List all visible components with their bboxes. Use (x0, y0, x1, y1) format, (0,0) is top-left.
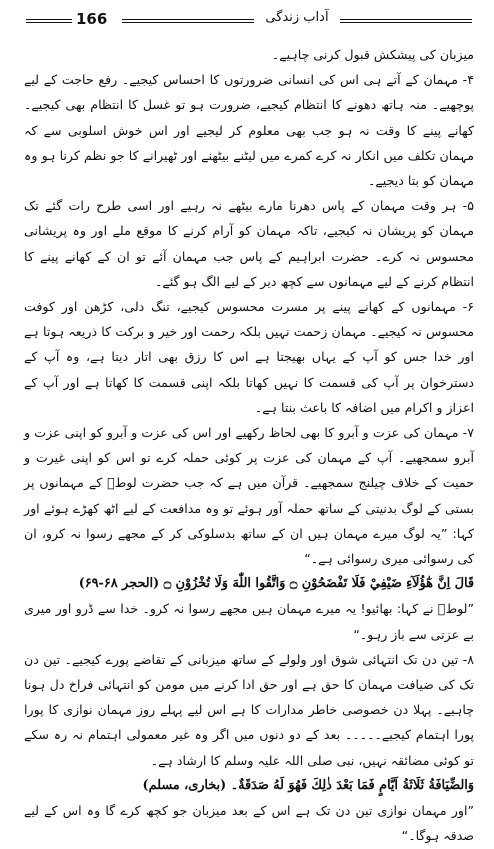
page-header (26, 10, 472, 34)
page-number: 166 (76, 10, 108, 28)
paragraph-continuation: میزبان کی پیشکش قبول کرنی چاہیے۔ (271, 47, 474, 62)
paragraph-6: ۶- مہمانوں کے کھانے پینے پر مسرت محسوس کیجیے، تنگ دلی، کڑھن اور کوفت محسوس نہ کیجیے۔ مہمان زحمت نہیں بلکہ رحمت اور خیر و برکت کا ذریعہ ہوتا ہے اور خدا جس کو آپ کے یہاں بھیجتا ہے اس کا رزق بھی اتار دیتا ہے، وہ آپ کے دسترخوان پر آپ کی قسمت کا نہیں کھاتا بلکہ اپنی قسمت کا کھاتا ہے اور آپ کے اعزاز و اکرام میں اضافہ کا باعث بنتا ہے۔ (24, 299, 474, 415)
header-rule-middle-double (122, 22, 254, 23)
paragraph-8: ۸- تین دن تک انتہائی شوق اور ولولے کے ساتھ میزبانی کے تقاضے پورے کیجیے۔ تین دن تک کی ضیافت مہمان کا حق ہے اور حق ادا کرنے میں مومن کو انتہائی فراخ دل ہونا چاہیے۔ پہلا دن خصوصی خاطر مدارات کا ہے اس لیے پہلے روز مہمان نوازی کا پورا پورا اہتمام کیجیے۔۔۔۔۔ بعد کے دو دنوں میں اگر وہ غیر معمولی اہتمام نہ رہ سکے تو کوئی مضائقہ نہیں، نبی صلی اللہ علیہ وسلم کا ارشاد ہے۔ (24, 651, 474, 768)
header-rule-right-double (340, 22, 472, 23)
hadith-translation: ”اور مہمان نوازی تین دن تک ہے اس کے بعد میزبان جو کچھ کرے گا وہ اس کے لیے صدقہ ہوگا۔“ (24, 803, 474, 844)
paragraph-4: ۴- مہمان کے آتے ہی اس کی انسانی ضرورتوں کا احساس کیجیے۔ رفع حاجت کے لیے پوچھیے۔ منہ ہاتھ دھونے کا انتظام کیجیے، ضرورت ہو تو غسل کا انتظام بھی کیجیے۔ کھانے پینے کا وقت نہ ہو جب بھی معلوم کر لیجیے اور اس خوش اسلوبی سے کہ مہمان تکلف میں انکار نہ کرے کمرے میں لیٹنے بیٹھنے اور ٹھیرانے کا جو نظم کرنا ہو وہ مہمان کو بتا دیجیے۔ (24, 72, 474, 189)
header-rule-left (26, 19, 72, 20)
arabic-quote-quran: قَالَ اِنَّ هٰٓؤُلَآءِ ضَيْفِيْ فَلَا تَفْضَحُوْنِ ۝ وَاتَّقُوا اللّٰهَ وَلَا تُخْزُوْنِ ۝ (الحجر ۶۸-۶۹) (78, 576, 474, 592)
header-rule-right (340, 19, 472, 20)
header-rule-middle (122, 19, 254, 20)
running-title: آداب زندگی (265, 10, 329, 25)
paragraph-5: ۵- ہر وقت مہمان کے پاس دھرنا مارے بیٹھے نہ رہیے اور اسی طرح رات گئے تک مہمان کو پریشان نہ کیجیے، تاکہ مہمان کو آرام کرنے کا موقع ملے اور وہ پریشانی محسوس نہ کرے۔ حضرت ابراہیم کے پاس جب مہمان آئے تو ان کے کھانے پینے کا انتظام کرنے کے لیے مہمانوں سے کچھ دیر کے لیے الگ ہو گئے۔ (24, 198, 474, 289)
header-rule-left-double (26, 22, 72, 23)
page-body (24, 42, 474, 849)
paragraph-7: ۷- مہمان کی عزت و آبرو کا بھی لحاظ رکھیے اور اس کی عزت و آبرو کو اپنی عزت و آبرو سمجھیے۔ آپ کے مہمان کی عزت پر کوئی حملہ کرے تو اس کو اپنی غیرت و حمیت کے خلاف چیلنج سمجھیے۔ قرآن میں ہے کہ جب حضرت لوطؑ کے مہمانوں پر بستی کے لوگ بدنیتی کے ساتھ حملہ آور ہوئے تو وہ مدافعت کے لیے اٹھ کھڑے ہوئے اور کہا: ”یہ لوگ میرے مہمان ہیں ان کے ساتھ بدسلوکی کر کے مجھے رسوا نہ کرو، ان کی رسوائی میری رسوائی ہے۔“ (24, 425, 474, 567)
quran-translation: ”لوطؑ نے کہا: بھائیو! یہ میرے مہمان ہیں مجھے رسوا نہ کرو۔ خدا سے ڈرو اور میری بے عزتی سے باز رہو۔“ (24, 601, 474, 642)
arabic-quote-hadith: وَالضِّيَافَةُ ثَلَاثَةُ اَيَّامٍ فَمَا بَعْدَ ذٰلِكَ فَهُوَ لَهُ صَدَقَةٌ۔ (بخاری، مسلم) (142, 777, 474, 793)
